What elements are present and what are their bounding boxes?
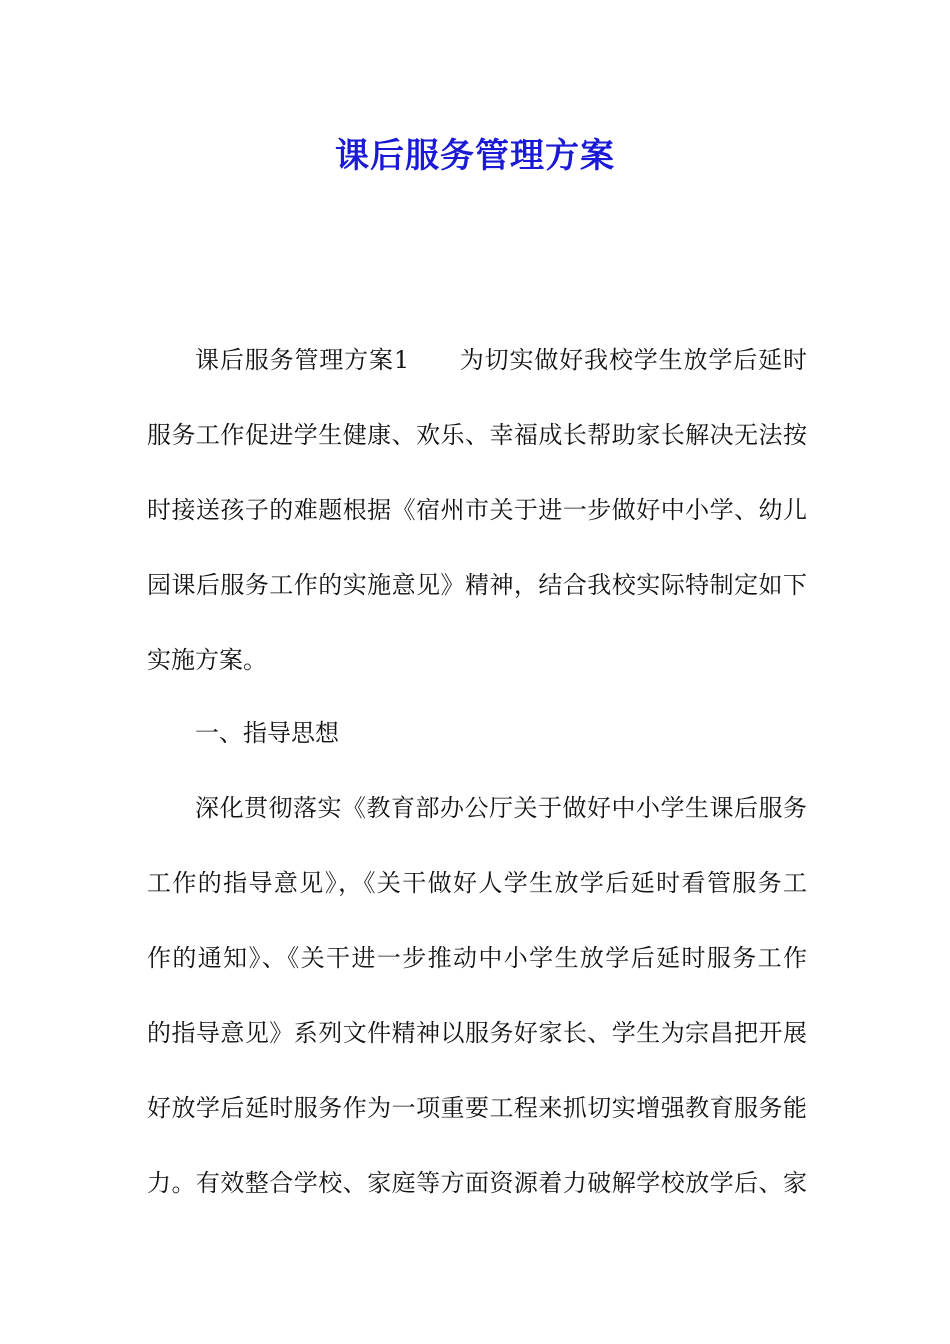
body-line: 作的通知》、《关干进一步推动中小学生放学后延时服务工作: [147, 944, 807, 972]
body-line: 园课后服务工作的实施意见》精神，结合我校实际特制定如下: [147, 571, 807, 599]
section-heading: 一、指导思想: [195, 719, 339, 747]
document-title: 课后服务管理方案: [335, 136, 615, 176]
body-line: 的指导意见》系列文件精神以服务好家长、学生为宗昌把开展: [147, 1019, 807, 1047]
body-line: 课后服务管理方案1 为切实做好我校学生放学后延时: [195, 346, 807, 374]
body-line: 深化贯彻落实《教育部办公厅关于做好中小学生课后服务: [195, 794, 807, 822]
body-line: 时接送孩子的难题根据《宿州市关于进一步做好中小学、幼儿: [147, 496, 807, 524]
body-line: 服务工作促进学生健康、欢乐、幸福成长帮助家长解决无法按: [147, 421, 807, 449]
body-line: 实施方案。: [147, 646, 267, 674]
body-line: 工作的指导意见》，《关干做好人学生放学后延时看管服务工: [147, 869, 807, 897]
body-line: 好放学后延时服务作为一项重要工程来抓切实增强教育服务能: [147, 1094, 807, 1122]
body-line: 力。有效整合学校、家庭等方面资源着力破解学校放学后、家: [147, 1169, 807, 1197]
